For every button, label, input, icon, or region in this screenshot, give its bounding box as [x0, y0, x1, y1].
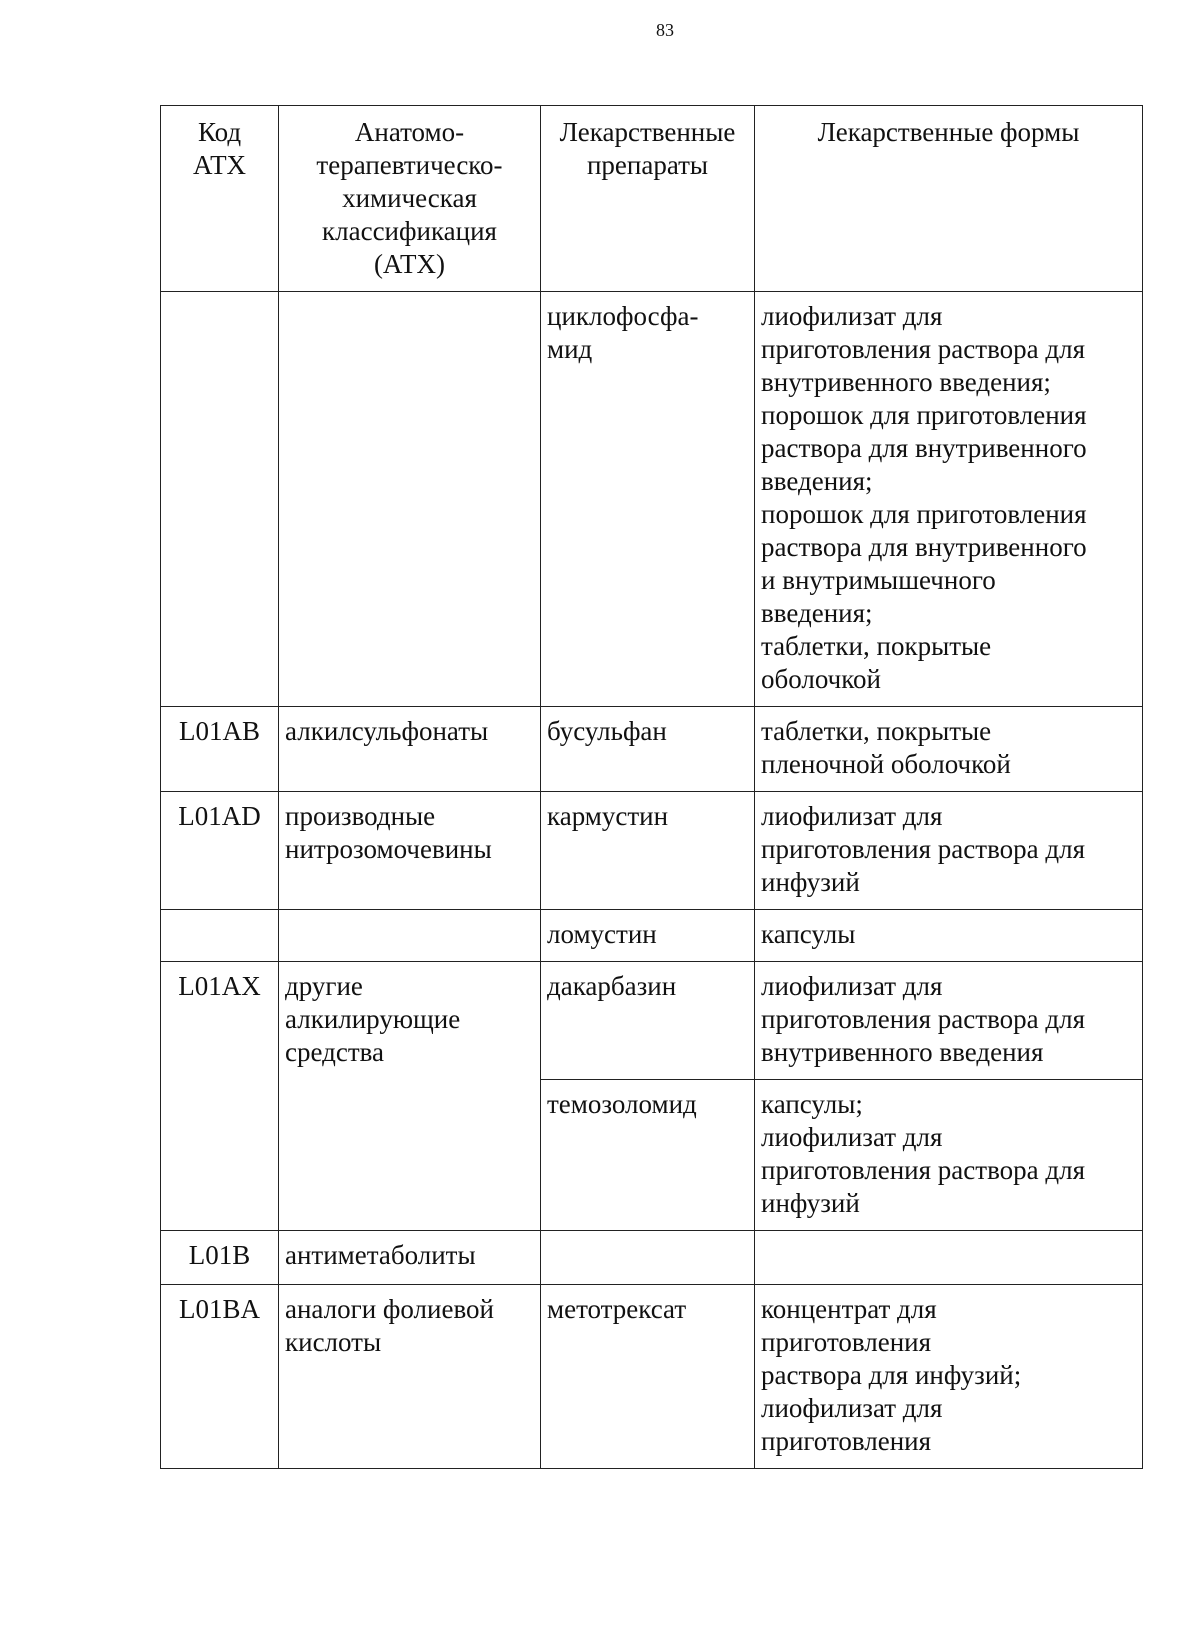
dosage-form-cell: таблетки, покрытые пленочной оболочкой — [755, 707, 1143, 792]
dosage-form-cell: капсулы; лиофилизат для приготовления раствора для инфузий — [755, 1080, 1143, 1231]
dosage-form-cell: лиофилизат для приготовления раствора для инфузий — [755, 792, 1143, 910]
atx-group-cell — [279, 910, 541, 962]
table-row — [161, 707, 1143, 792]
table-header-row — [161, 106, 1143, 292]
atx-group-cell — [279, 292, 541, 707]
atx-code-cell — [161, 910, 279, 962]
atx-code-cell: L01AX — [161, 962, 279, 1231]
header-atx-code: Код АТХ — [161, 106, 279, 292]
atx-group-cell: другие алкилирующие средства — [279, 962, 541, 1231]
drug-cell: циклофосфа- мид — [541, 292, 755, 707]
atx-code-cell: L01B — [161, 1231, 279, 1285]
table-row — [161, 792, 1143, 910]
header-dosage-forms: Лекарственные формы — [755, 106, 1143, 292]
page-number: 83 — [656, 20, 674, 40]
drug-cell: метотрексат — [541, 1285, 755, 1469]
dosage-form-cell: концентрат для приготовления раствора для инфузий; лиофилизат для приготовления — [755, 1285, 1143, 1469]
dosage-form-cell: лиофилизат для приготовления раствора для внутривенного введения — [755, 962, 1143, 1080]
table-row — [161, 1231, 1143, 1285]
atx-group-cell: производные нитрозомочевины — [279, 792, 541, 910]
dosage-form-cell — [755, 1231, 1143, 1285]
table-row — [161, 962, 1143, 1080]
header-atx-classification: Анатомо- терапевтическо- химическая классификация (АТХ) — [279, 106, 541, 292]
drug-cell: ломустин — [541, 910, 755, 962]
drug-cell: дакарбазин — [541, 962, 755, 1080]
drug-cell — [541, 1231, 755, 1285]
atx-code-cell: L01AB — [161, 707, 279, 792]
drug-cell: бусульфан — [541, 707, 755, 792]
atx-code-cell — [161, 292, 279, 707]
atx-group-cell: алкилсульфонаты — [279, 707, 541, 792]
dosage-form-cell: лиофилизат для приготовления раствора для внутривенного введения; порошок для приготовления раствора для внутривенного введения; порошок для приготовления раствора для внутривенного и внутримышечного введения; таблетки, покрытые оболочкой — [755, 292, 1143, 707]
drug-cell: темозоломид — [541, 1080, 755, 1231]
atx-code-cell: L01BA — [161, 1285, 279, 1469]
atx-code-cell: L01AD — [161, 792, 279, 910]
drug-cell: кармустин — [541, 792, 755, 910]
atx-group-cell: аналоги фолиевой кислоты — [279, 1285, 541, 1469]
header-drugs: Лекарственные препараты — [541, 106, 755, 292]
dosage-form-cell: капсулы — [755, 910, 1143, 962]
drug-classification-table — [160, 105, 1143, 1469]
table-row — [161, 910, 1143, 962]
atx-group-cell: антиметаболиты — [279, 1231, 541, 1285]
table-row — [161, 292, 1143, 707]
table-row — [161, 1285, 1143, 1469]
